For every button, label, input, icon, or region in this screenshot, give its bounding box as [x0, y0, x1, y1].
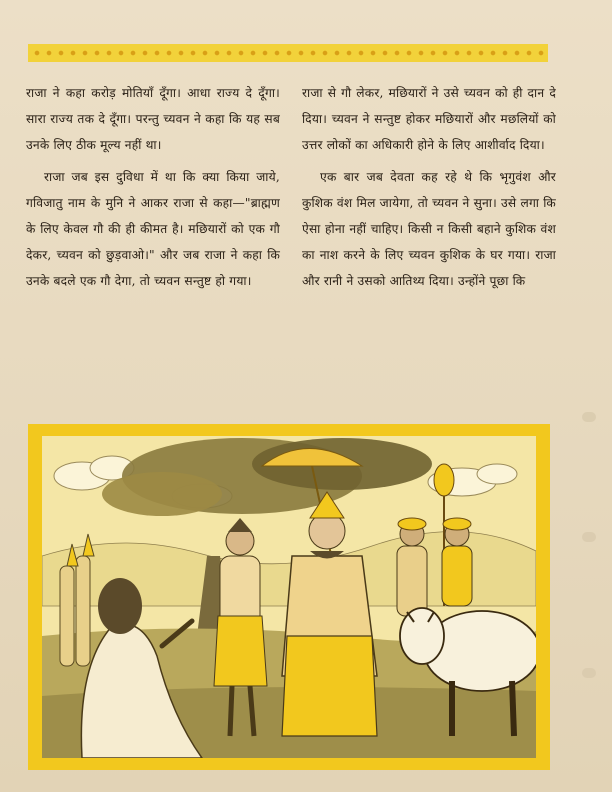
page-wear-mark: [582, 412, 596, 422]
page-wear-mark: [582, 668, 596, 678]
text-columns: [26, 80, 556, 400]
page-wear-mark: [582, 532, 596, 542]
paragraph: राजा से गौ लेकर, मछियारों ने उसे च्यवन को ही दान दे दिया। च्यवन ने सन्तुष्ट होकर मछियारों और मछलियों को उत्तर लोकों का अधिकारी होने के लिए आशीर्वाद दिया।: [302, 86, 556, 152]
illustration: [42, 436, 536, 758]
paragraph: एक बार जब देवता कह रहे थे कि भृगुवंश और कुशिक वंश मिल जायेगा, तो च्यवन ने सुना। उसे लगा कि ऐसा होना नहीं चाहिए। किसी न किसी बहाने कुशिक वंश का नाश करने के लिए च्यवन कुशिक के घर गया। राजा और रानी ने उसको आतिथ्य दिया। उन्होंने पूछा कि: [302, 170, 556, 288]
illustration-frame: [28, 424, 550, 770]
decorative-border: [28, 44, 548, 62]
left-column: [26, 80, 280, 400]
right-column: [302, 80, 556, 400]
paragraph: राजा ने कहा करोड़ मोतियाँ दूँगा। आधा राज्य दे दूँगा। सारा राज्य तक दे दूँगा। परन्तु च्यवन ने कहा कि यह सब उनके लिए ठीक मूल्य नहीं था।: [26, 86, 280, 152]
paragraph: राजा जब इस दुविधा में था कि क्या किया जाये, गविजातु नाम के मुनि ने आकर राजा से कहा—"ब्राह्मण के लिए केवल गौ की ही कीमत है। मछियारों को एक गौ देकर, च्यवन को छुड़वाओ।" और जब राजा ने कहा कि उनके बदले एक गौ देगा, तो च्यवन सन्तुष्ट हो गया।: [26, 170, 280, 288]
